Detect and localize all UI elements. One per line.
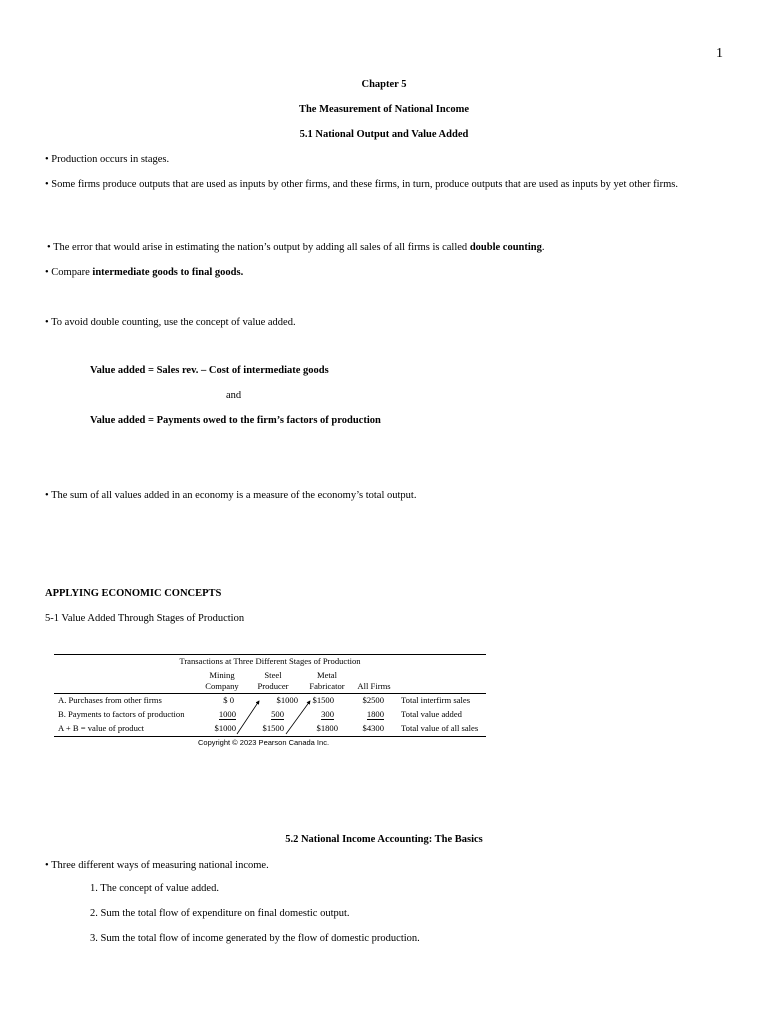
row-total-note: Total value of all sales <box>401 723 479 733</box>
row-b-note: Total value added <box>401 709 462 719</box>
row-a-all: $2500 <box>362 695 384 705</box>
row-b-metal: 300 <box>321 709 334 719</box>
row-a-mining: $ 0 <box>223 695 234 705</box>
row-a-metal: $1500 <box>312 695 334 705</box>
intermediate-final-goods-term: intermediate goods to final goods. <box>92 267 244 278</box>
method-1: 1. The concept of value added. <box>90 883 219 894</box>
section-title-5-1: 5.1 National Output and Value Added <box>299 129 469 140</box>
bullet-double-counting-end: . <box>541 242 545 253</box>
col-all-firms: All Firms <box>357 681 391 691</box>
row-b-all: 1800 <box>366 709 384 719</box>
col-mining-line1: Mining <box>209 670 235 680</box>
row-total-mining: $1000 <box>214 723 236 733</box>
applying-concepts-heading: APPLYING ECONOMIC CONCEPTS <box>45 588 222 599</box>
row-a-steel: $1000 <box>276 695 298 705</box>
row-a-label: A. Purchases from other firms <box>58 695 162 705</box>
bullet-compare-goods <box>45 266 715 280</box>
bullet-double-counting <box>47 241 717 255</box>
arrow-steel-to-metal <box>286 701 310 734</box>
double-counting-term: double counting <box>469 242 542 253</box>
arrow-mining-to-steel <box>237 701 259 734</box>
formula-factor-payments: Value added = Payments owed to the firm’s factors of production <box>90 415 381 426</box>
applying-concepts-subtitle: 5-1 Value Added Through Stages of Production <box>45 613 245 624</box>
bullet-avoid-double-counting: • To avoid double counting, use the concept of value added. <box>45 317 296 328</box>
table-title: Transactions at Three Different Stages of Production <box>179 656 361 666</box>
bullet-firms-inputs: • Some firms produce outputs that are used as inputs by other firms, and these firms, in turn, produce outputs that are used as inputs by yet other firms. <box>45 179 678 190</box>
section-title-5-2: 5.2 National Income Accounting: The Basics <box>285 834 483 845</box>
chapter-label: Chapter 5 <box>361 79 407 90</box>
bullet-production-stages: • Production occurs in stages. <box>45 154 170 165</box>
row-b-mining: 1000 <box>218 709 236 719</box>
bullet-compare-text: • Compare <box>45 267 93 278</box>
flow-arrows <box>54 654 486 746</box>
table-copyright: Copyright © 2023 Pearson Canada Inc. <box>198 738 330 747</box>
method-3: 3. Sum the total flow of income generated by the flow of domestic production. <box>90 933 420 944</box>
bullet-sum-values-added: • The sum of all values added in an economy is a measure of the economy’s total output. <box>45 490 417 501</box>
row-total-metal: $1800 <box>316 723 338 733</box>
formula-and: and <box>226 390 242 401</box>
col-metal-line1: Metal <box>316 670 338 680</box>
value-added-table <box>54 654 486 746</box>
method-2: 2. Sum the total flow of expenditure on final domestic output. <box>90 908 350 919</box>
bullet-double-counting-text: • The error that would arise in estimating the nation’s output by adding all sales of all firms is called <box>47 242 470 253</box>
row-a-note: Total interfirm sales <box>401 695 471 705</box>
row-total-label: A + B = value of product <box>58 723 145 733</box>
chapter-title: The Measurement of National Income <box>298 104 470 115</box>
col-steel-line2: Producer <box>257 681 289 691</box>
formula-sales-minus-intermediate: Value added = Sales rev. – Cost of intermediate goods <box>90 365 329 376</box>
row-total-steel: $1500 <box>262 723 284 733</box>
bullet-three-ways: • Three different ways of measuring national income. <box>45 860 269 871</box>
page-number: 1 <box>716 46 723 61</box>
col-metal-line2: Fabricator <box>309 681 345 691</box>
col-mining-line2: Company <box>205 681 239 691</box>
col-steel-line1: Steel <box>264 670 282 680</box>
row-b-steel: 500 <box>271 709 284 719</box>
row-total-all: $4300 <box>362 723 384 733</box>
row-b-label: B. Payments to factors of production <box>58 709 185 719</box>
